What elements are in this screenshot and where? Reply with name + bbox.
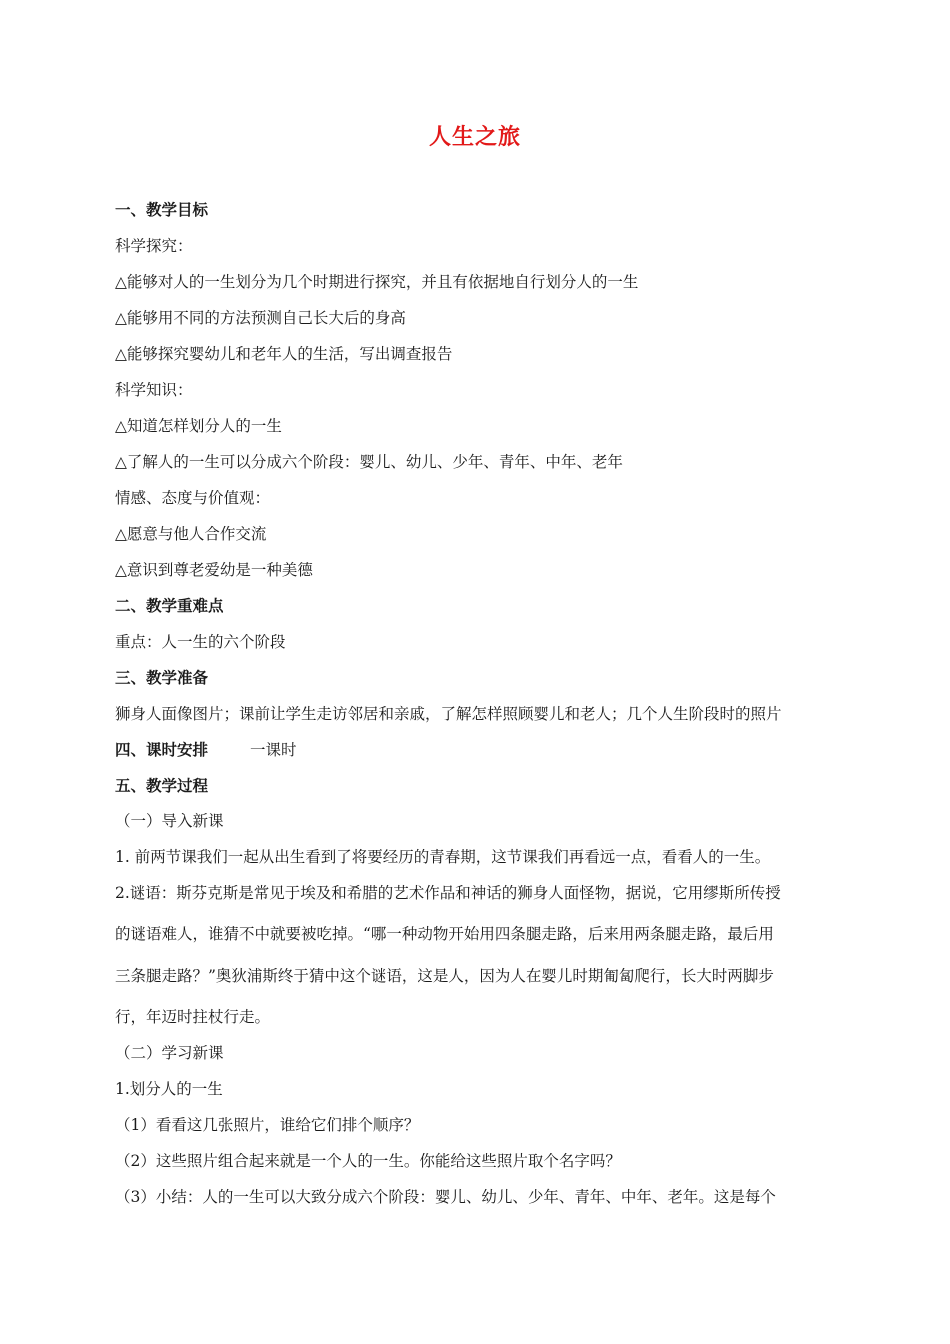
process-paragraph: （2）这些照片组合起来就是一个人的一生。你能给这些照片取个名字吗？ xyxy=(115,1152,621,1170)
process-paragraph: （3）小结：人的一生可以大致分成六个阶段：婴儿、幼儿、少年、青年、中年、老年。这是每个 xyxy=(115,1188,776,1206)
section-heading-key-points: 二、教学重难点 xyxy=(115,597,224,615)
preparation-text: 狮身人面像图片；课前让学生走访邻居和亲戚，了解怎样照顾婴儿和老人；几个人生阶段时的照片 xyxy=(115,705,782,723)
schedule-line xyxy=(115,740,845,760)
schedule-value: 一课时 xyxy=(250,741,297,759)
objective-item: △了解人的一生可以分成六个阶段：婴儿、幼儿、少年、青年、中年、老年 xyxy=(115,453,623,471)
section-heading-schedule: 四、课时安排 xyxy=(115,741,209,759)
subheading-scientific-knowledge: 科学知识： xyxy=(115,381,193,399)
process-paragraph: 2.谜语：斯芬克斯是常见于埃及和希腊的艺术作品和神话的狮身人面怪物，据说，它用缪斯所传授 xyxy=(115,884,781,902)
key-point-text: 重点：人一生的六个阶段 xyxy=(115,633,286,651)
subheading-new-lesson: （二）学习新课 xyxy=(115,1044,224,1062)
section-heading-process: 五、教学过程 xyxy=(115,777,209,795)
objective-item: △愿意与他人合作交流 xyxy=(115,525,267,543)
objective-item: △能够用不同的方法预测自己长大后的身高 xyxy=(115,309,406,327)
process-paragraph: 的谜语难人，谁猜不中就要被吃掉。“哪一种动物开始用四条腿走路，后来用两条腿走路，最后用 xyxy=(115,925,774,943)
objective-item: △能够对人的一生划分为几个时期进行探究，并且有依据地自行划分人的一生 xyxy=(115,273,639,291)
process-paragraph: 1.划分人的一生 xyxy=(115,1080,223,1098)
subheading-scientific-inquiry: 科学探究： xyxy=(115,237,193,255)
process-paragraph: （1）看看这几张照片，谁给它们排个顺序？ xyxy=(115,1116,420,1134)
section-heading-preparation: 三、教学准备 xyxy=(115,669,209,687)
objective-item: △知道怎样划分人的一生 xyxy=(115,417,282,435)
section-heading-objectives: 一、教学目标 xyxy=(115,201,209,219)
process-paragraph: 1. 前两节课我们一起从出生看到了将要经历的青春期，这节课我们再看远一点，看看人的一生。 xyxy=(115,848,771,866)
document-title: 人生之旅 xyxy=(428,125,521,150)
process-paragraph: 三条腿走路？”奥狄浦斯终于猜中这个谜语，这是人，因为人在婴儿时期匍匐爬行，长大时两脚步 xyxy=(115,967,774,985)
objective-item: △意识到尊老爱幼是一种美德 xyxy=(115,561,313,579)
process-paragraph: 行，年迈时拄杖行走。 xyxy=(115,1008,271,1026)
subheading-introduction: （一）导入新课 xyxy=(115,812,224,830)
objective-item: △能够探究婴幼儿和老年人的生活，写出调查报告 xyxy=(115,345,453,363)
subheading-attitudes-values: 情感、态度与价值观： xyxy=(115,489,271,507)
